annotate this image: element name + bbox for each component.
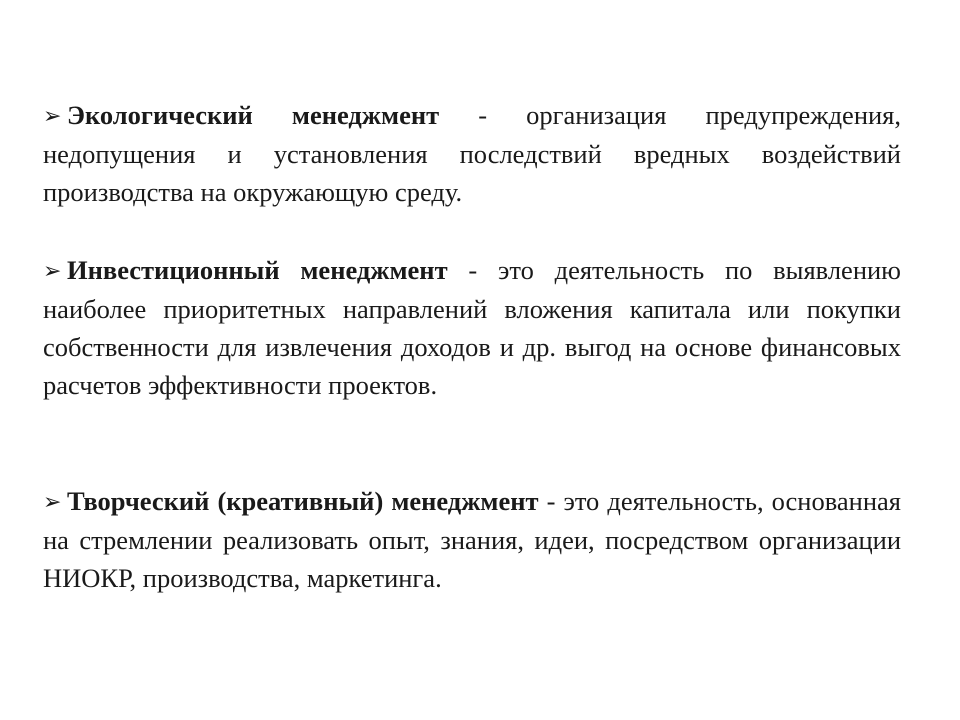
arrow-bullet-icon: ➢ bbox=[43, 103, 62, 128]
bullet-ecological-management bbox=[43, 96, 901, 211]
bullet-term: Творческий (креативный) менеджмент bbox=[67, 486, 539, 516]
bullet-text: - это деятельность, основанная на стремлении реализовать опыт, знания, идеи, посредством организации НИОКР, производства, маркетинга. bbox=[43, 486, 901, 593]
bullet-investment-management bbox=[43, 251, 901, 404]
bullet-text: - это деятельность по выявлению наиболее приоритетных направлений вложения капитала или покупки собственности для извлечения доходов и др. выгод на основе финансовых расчетов эффективности проектов. bbox=[43, 255, 901, 400]
bullet-creative-management bbox=[43, 482, 901, 597]
bullet-text: - организация предупреждения, недопущения и установления последствий вредных воздействий производства на окружающую среду. bbox=[43, 100, 901, 207]
bullet-term: Экологический менеджмент bbox=[67, 100, 440, 130]
arrow-bullet-icon: ➢ bbox=[43, 489, 62, 514]
arrow-bullet-icon: ➢ bbox=[43, 258, 62, 283]
bullet-term: Инвестиционный менеджмент bbox=[67, 255, 448, 285]
